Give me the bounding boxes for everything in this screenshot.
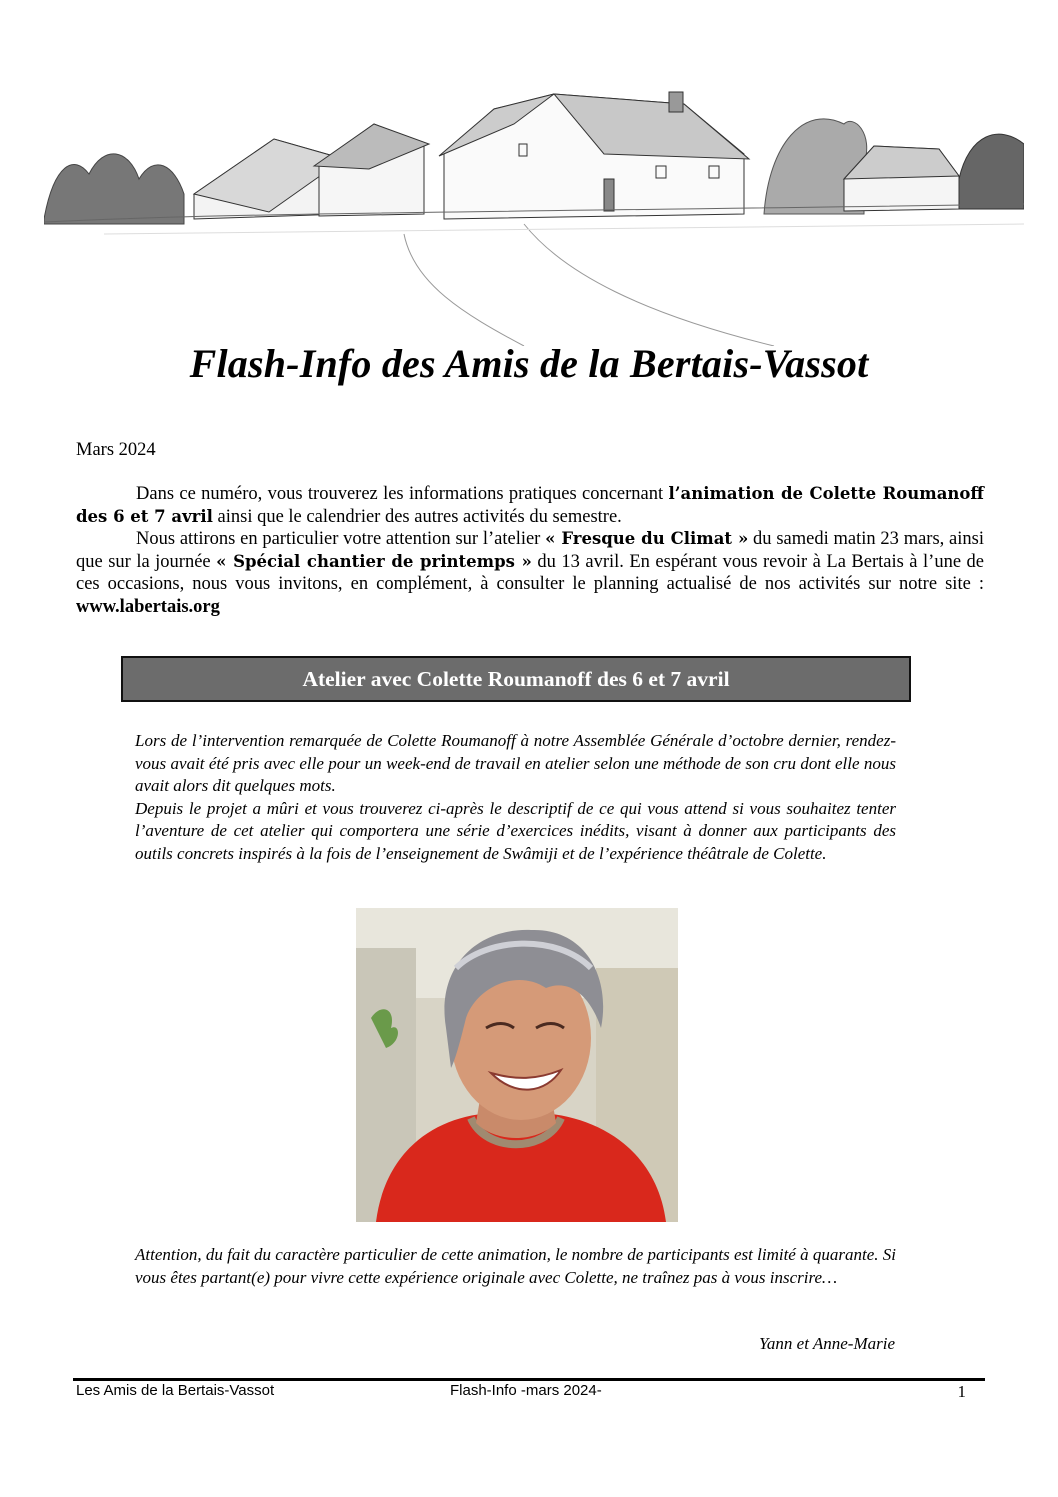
article-text (135, 730, 896, 865)
intro-highlight: « Fresque du Climat » (545, 529, 749, 548)
website-link[interactable]: www.labertais.org (76, 596, 220, 617)
footer-divider (73, 1378, 985, 1381)
intro-text-segment: ainsi que le calendrier des autres activités du semestre. (212, 506, 622, 527)
intro-text-segment: Nous attirons en particulier votre attention sur l’atelier (136, 529, 546, 549)
intro-text-segment: Dans ce numéro, vous trouverez les informations pratiques concernant (136, 484, 669, 504)
intro-highlight: l’animation de Colette Roumanoff des 6 et 7 avril (76, 484, 984, 526)
portrait-photo (356, 908, 678, 1222)
intro-paragraph-1 (76, 483, 984, 528)
intro-text-segment: du samedi matin 23 mars, ainsi que sur la journée (76, 529, 984, 572)
article-paragraph-2: Depuis le projet a mûri et vous trouverez ci-après le descriptif de ce qui vous attend si vous souhaitez tenter l’aventure de cet atelier qui comportera une série d’exercices inédits, visant à donner aux participants des outils concrets inspirés à la fois de l’enseignement de Swâmiji et de l’expérience théâtrale de Colette. (135, 798, 896, 863)
newsletter-title: Flash-Info des Amis de la Bertais-Vassot (189, 341, 869, 386)
banner-label: Atelier avec Colette Roumanoff des 6 et 7 avril (302, 666, 730, 691)
farmhouse-illustration (44, 84, 1024, 346)
intro-text (76, 483, 984, 618)
page-number: 1 (957, 1382, 966, 1401)
signature: Yann et Anne-Marie (759, 1334, 895, 1353)
section-banner (121, 656, 911, 702)
article-paragraph-1: Lors de l’intervention remarquée de Colette Roumanoff à notre Assemblée Générale d’octobre dernier, rendez-vous avait été pris avec elle pour un week-end de travail en atelier selon une méthode de son cru dont elle nous avait alors dit quelques mots. (135, 731, 896, 795)
intro-paragraph-2 (76, 528, 984, 618)
page-footer (76, 1382, 966, 1404)
footer-organization: Les Amis de la Bertais-Vassot (76, 1382, 275, 1399)
issue-date: Mars 2024 (76, 440, 156, 460)
intro-highlight: « Spécial chantier de printemps » (216, 551, 532, 571)
footer-issue: Flash-Info -mars 2024- (450, 1382, 602, 1399)
intro-text-segment: du 13 avril. En espérant vous revoir à La Bertais à l’une de ces occasions, nous vous invitons, en complément, à consulter le planning actualisé de nos activités sur notre site : (76, 551, 984, 594)
article-paragraph-3: Attention, du fait du caractère particulier de cette animation, le nombre de participants est limité à quarante. Si vous êtes partant(e) pour vivre cette expérience originale avec Colette, ne traînez pas à vous inscrire… (135, 1245, 896, 1287)
article-closing (135, 1244, 896, 1289)
